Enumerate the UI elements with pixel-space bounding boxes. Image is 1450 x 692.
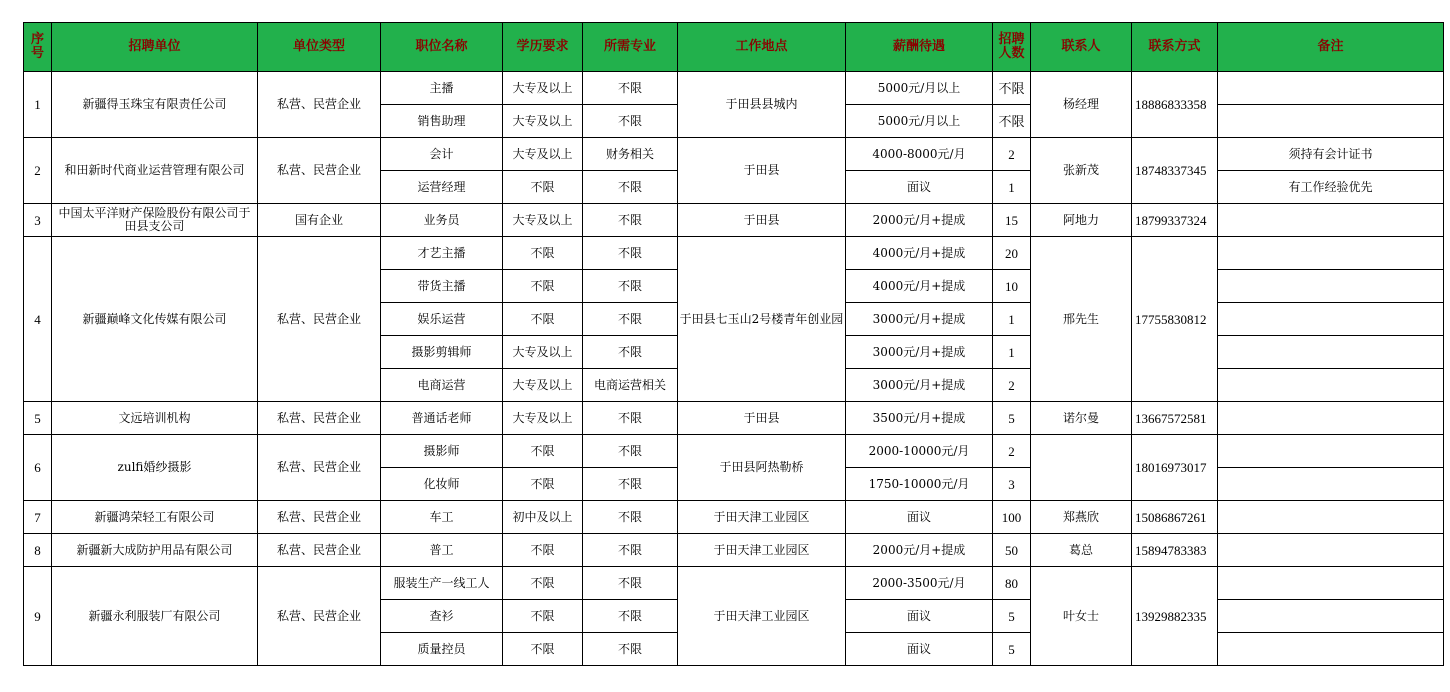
header-type: 单位类型 bbox=[258, 23, 381, 72]
cell-location: 于田县 bbox=[678, 138, 846, 204]
cell-location: 于田县 bbox=[678, 402, 846, 435]
recruitment-table bbox=[23, 22, 1444, 666]
cell-phone: 18748337345 bbox=[1132, 138, 1218, 204]
cell-education bbox=[503, 270, 583, 303]
cell-seq: 5 bbox=[24, 402, 52, 435]
cell-type: 私营、民营企业 bbox=[258, 567, 381, 666]
table-row bbox=[24, 534, 1444, 567]
header-count: 招聘人数 bbox=[993, 23, 1031, 72]
header-phone: 联系方式 bbox=[1132, 23, 1218, 72]
cell-note bbox=[1218, 204, 1444, 237]
cell-education-text: 不限 bbox=[530, 247, 555, 259]
cell-type: 私营、民营企业 bbox=[258, 501, 381, 534]
cell-major: 不限 bbox=[583, 468, 678, 501]
cell-position: 销售助理 bbox=[381, 105, 503, 138]
cell-contact: 张新茂 bbox=[1031, 138, 1132, 204]
cell-education-text: 大专及以上 bbox=[512, 379, 573, 391]
cell-phone: 13667572581 bbox=[1132, 402, 1218, 435]
cell-major: 财务相关 bbox=[583, 138, 678, 171]
cell-major: 电商运营相关 bbox=[583, 369, 678, 402]
cell-contact: 叶女士 bbox=[1031, 567, 1132, 666]
cell-major: 不限 bbox=[583, 204, 678, 237]
cell-salary: 2000元/月+提成 bbox=[846, 534, 993, 567]
cell-position: 质量控员 bbox=[381, 633, 503, 666]
cell-count: 不限 bbox=[993, 72, 1031, 105]
cell-salary: 2000-3500元/月 bbox=[846, 567, 993, 600]
cell-education-text: 大专及以上 bbox=[512, 148, 573, 160]
header-education: 学历要求 bbox=[503, 23, 583, 72]
cell-education-text: 初中及以上 bbox=[512, 511, 573, 523]
cell-contact: 阿地力 bbox=[1031, 204, 1132, 237]
cell-position: 摄影师 bbox=[381, 435, 503, 468]
cell-position: 会计 bbox=[381, 138, 503, 171]
cell-seq: 1 bbox=[24, 72, 52, 138]
cell-count: 100 bbox=[993, 501, 1031, 534]
cell-education bbox=[503, 105, 583, 138]
cell-education-text: 不限 bbox=[530, 280, 555, 292]
cell-note bbox=[1218, 369, 1444, 402]
header-row bbox=[24, 23, 1444, 72]
cell-education bbox=[503, 600, 583, 633]
cell-salary: 3000元/月+提成 bbox=[846, 303, 993, 336]
cell-note bbox=[1218, 534, 1444, 567]
table-body bbox=[24, 72, 1444, 666]
cell-major: 不限 bbox=[583, 270, 678, 303]
cell-seq: 4 bbox=[24, 237, 52, 402]
cell-company: 中国太平洋财产保险股份有限公司于田县支公司 bbox=[52, 204, 258, 237]
cell-education bbox=[503, 402, 583, 435]
cell-note: 须持有会计证书 bbox=[1218, 138, 1444, 171]
cell-major: 不限 bbox=[583, 105, 678, 138]
cell-position: 带货主播 bbox=[381, 270, 503, 303]
cell-salary: 面议 bbox=[846, 633, 993, 666]
cell-salary: 5000元/月以上 bbox=[846, 72, 993, 105]
cell-note: 有工作经验优先 bbox=[1218, 171, 1444, 204]
cell-salary: 4000元/月+提成 bbox=[846, 270, 993, 303]
cell-education bbox=[503, 336, 583, 369]
cell-count: 5 bbox=[993, 600, 1031, 633]
cell-education bbox=[503, 303, 583, 336]
cell-education bbox=[503, 534, 583, 567]
cell-salary: 5000元/月以上 bbox=[846, 105, 993, 138]
cell-location: 于田天津工业园区 bbox=[678, 501, 846, 534]
cell-education-text: 大专及以上 bbox=[512, 82, 573, 94]
cell-type: 国有企业 bbox=[258, 204, 381, 237]
cell-major: 不限 bbox=[583, 303, 678, 336]
cell-salary: 3000元/月+提成 bbox=[846, 336, 993, 369]
header-company: 招聘单位 bbox=[52, 23, 258, 72]
cell-major: 不限 bbox=[583, 501, 678, 534]
cell-count: 不限 bbox=[993, 105, 1031, 138]
cell-education-text: 大专及以上 bbox=[512, 115, 573, 127]
cell-count: 20 bbox=[993, 237, 1031, 270]
header-position: 职位名称 bbox=[381, 23, 503, 72]
cell-type: 私营、民营企业 bbox=[258, 138, 381, 204]
cell-major: 不限 bbox=[583, 534, 678, 567]
cell-location: 于田县阿热勒桥 bbox=[678, 435, 846, 501]
cell-position: 普通话老师 bbox=[381, 402, 503, 435]
cell-contact bbox=[1031, 435, 1132, 501]
cell-major: 不限 bbox=[583, 600, 678, 633]
cell-education bbox=[503, 468, 583, 501]
cell-type: 私营、民营企业 bbox=[258, 435, 381, 501]
cell-salary: 面议 bbox=[846, 501, 993, 534]
cell-count: 1 bbox=[993, 171, 1031, 204]
header-note: 备注 bbox=[1218, 23, 1444, 72]
table-row bbox=[24, 204, 1444, 237]
cell-phone: 18886833358 bbox=[1132, 72, 1218, 138]
cell-phone: 17755830812 bbox=[1132, 237, 1218, 402]
cell-position: 业务员 bbox=[381, 204, 503, 237]
cell-seq: 7 bbox=[24, 501, 52, 534]
cell-company: 文远培训机构 bbox=[52, 402, 258, 435]
cell-count: 2 bbox=[993, 369, 1031, 402]
cell-count: 10 bbox=[993, 270, 1031, 303]
cell-seq: 3 bbox=[24, 204, 52, 237]
cell-education bbox=[503, 633, 583, 666]
cell-contact: 葛总 bbox=[1031, 534, 1132, 567]
cell-education-text: 不限 bbox=[530, 313, 555, 325]
cell-salary: 2000元/月+提成 bbox=[846, 204, 993, 237]
cell-count: 2 bbox=[993, 138, 1031, 171]
header-major: 所需专业 bbox=[583, 23, 678, 72]
cell-seq: 9 bbox=[24, 567, 52, 666]
cell-location: 于田县七玉山2号楼青年创业园 bbox=[678, 237, 846, 402]
table-row bbox=[24, 501, 1444, 534]
cell-type: 私营、民营企业 bbox=[258, 72, 381, 138]
cell-education bbox=[503, 237, 583, 270]
cell-count: 5 bbox=[993, 402, 1031, 435]
cell-note bbox=[1218, 336, 1444, 369]
cell-education-text: 不限 bbox=[530, 610, 555, 622]
cell-education-text: 大专及以上 bbox=[512, 214, 573, 226]
cell-phone: 13929882335 bbox=[1132, 567, 1218, 666]
cell-count: 50 bbox=[993, 534, 1031, 567]
cell-position: 才艺主播 bbox=[381, 237, 503, 270]
table-row bbox=[24, 72, 1444, 105]
cell-major: 不限 bbox=[583, 336, 678, 369]
cell-education bbox=[503, 501, 583, 534]
cell-seq: 6 bbox=[24, 435, 52, 501]
cell-salary: 面议 bbox=[846, 171, 993, 204]
cell-education-text: 大专及以上 bbox=[512, 412, 573, 424]
cell-count: 1 bbox=[993, 336, 1031, 369]
cell-major: 不限 bbox=[583, 237, 678, 270]
cell-note bbox=[1218, 468, 1444, 501]
cell-note bbox=[1218, 501, 1444, 534]
cell-education bbox=[503, 72, 583, 105]
cell-seq: 8 bbox=[24, 534, 52, 567]
cell-contact: 诺尔曼 bbox=[1031, 402, 1132, 435]
table-row bbox=[24, 567, 1444, 600]
cell-position: 车工 bbox=[381, 501, 503, 534]
cell-seq: 2 bbox=[24, 138, 52, 204]
cell-company: 新疆得玉珠宝有限责任公司 bbox=[52, 72, 258, 138]
cell-note bbox=[1218, 567, 1444, 600]
cell-education bbox=[503, 369, 583, 402]
header-seq: 序号 bbox=[24, 23, 52, 72]
cell-count: 3 bbox=[993, 468, 1031, 501]
cell-position: 运营经理 bbox=[381, 171, 503, 204]
cell-note bbox=[1218, 270, 1444, 303]
cell-position: 服装生产一线工人 bbox=[381, 567, 503, 600]
cell-type: 私营、民营企业 bbox=[258, 237, 381, 402]
cell-note bbox=[1218, 402, 1444, 435]
cell-position: 电商运营 bbox=[381, 369, 503, 402]
cell-salary: 2000-10000元/月 bbox=[846, 435, 993, 468]
cell-note bbox=[1218, 633, 1444, 666]
cell-count: 2 bbox=[993, 435, 1031, 468]
cell-count: 1 bbox=[993, 303, 1031, 336]
cell-major: 不限 bbox=[583, 72, 678, 105]
cell-contact: 杨经理 bbox=[1031, 72, 1132, 138]
header-salary: 薪酬待遇 bbox=[846, 23, 993, 72]
cell-count: 80 bbox=[993, 567, 1031, 600]
table-row bbox=[24, 138, 1444, 171]
cell-contact: 邢先生 bbox=[1031, 237, 1132, 402]
cell-salary: 3500元/月+提成 bbox=[846, 402, 993, 435]
cell-company: 新疆鸿荣轻工有限公司 bbox=[52, 501, 258, 534]
cell-phone: 15894783383 bbox=[1132, 534, 1218, 567]
cell-phone: 18799337324 bbox=[1132, 204, 1218, 237]
table-row bbox=[24, 402, 1444, 435]
cell-position: 普工 bbox=[381, 534, 503, 567]
cell-education-text: 不限 bbox=[530, 478, 555, 490]
header-location: 工作地点 bbox=[678, 23, 846, 72]
cell-education-text: 不限 bbox=[530, 181, 555, 193]
cell-type: 私营、民营企业 bbox=[258, 534, 381, 567]
cell-education bbox=[503, 435, 583, 468]
cell-note bbox=[1218, 600, 1444, 633]
cell-salary: 4000-8000元/月 bbox=[846, 138, 993, 171]
cell-education bbox=[503, 138, 583, 171]
cell-major: 不限 bbox=[583, 402, 678, 435]
table-row bbox=[24, 435, 1444, 468]
cell-education bbox=[503, 204, 583, 237]
cell-major: 不限 bbox=[583, 633, 678, 666]
cell-note bbox=[1218, 303, 1444, 336]
cell-education-text: 不限 bbox=[530, 544, 555, 556]
cell-company: 和田新时代商业运营管理有限公司 bbox=[52, 138, 258, 204]
cell-company: zulfi婚纱摄影 bbox=[52, 435, 258, 501]
cell-position: 查衫 bbox=[381, 600, 503, 633]
cell-phone: 15086867261 bbox=[1132, 501, 1218, 534]
cell-company: 新疆新大成防护用品有限公司 bbox=[52, 534, 258, 567]
cell-phone: 18016973017 bbox=[1132, 435, 1218, 501]
cell-company: 新疆永利服装厂有限公司 bbox=[52, 567, 258, 666]
cell-location: 于田天津工业园区 bbox=[678, 534, 846, 567]
cell-type: 私营、民营企业 bbox=[258, 402, 381, 435]
cell-major: 不限 bbox=[583, 435, 678, 468]
cell-note bbox=[1218, 72, 1444, 105]
cell-note bbox=[1218, 237, 1444, 270]
cell-education-text: 不限 bbox=[530, 577, 555, 589]
cell-education-text: 不限 bbox=[530, 643, 555, 655]
cell-location: 于田县 bbox=[678, 204, 846, 237]
cell-location: 于田县县城内 bbox=[678, 72, 846, 138]
cell-salary: 面议 bbox=[846, 600, 993, 633]
header-contact: 联系人 bbox=[1031, 23, 1132, 72]
cell-position: 化妆师 bbox=[381, 468, 503, 501]
cell-count: 15 bbox=[993, 204, 1031, 237]
cell-position: 摄影剪辑师 bbox=[381, 336, 503, 369]
cell-note bbox=[1218, 435, 1444, 468]
cell-education bbox=[503, 567, 583, 600]
cell-major: 不限 bbox=[583, 171, 678, 204]
cell-education-text: 不限 bbox=[530, 445, 555, 457]
cell-note bbox=[1218, 105, 1444, 138]
cell-salary: 1750-10000元/月 bbox=[846, 468, 993, 501]
table-row bbox=[24, 237, 1444, 270]
cell-salary: 3000元/月+提成 bbox=[846, 369, 993, 402]
cell-contact: 郑燕欣 bbox=[1031, 501, 1132, 534]
cell-salary: 4000元/月+提成 bbox=[846, 237, 993, 270]
cell-education bbox=[503, 171, 583, 204]
cell-position: 主播 bbox=[381, 72, 503, 105]
cell-count: 5 bbox=[993, 633, 1031, 666]
cell-location: 于田天津工业园区 bbox=[678, 567, 846, 666]
cell-major: 不限 bbox=[583, 567, 678, 600]
cell-position: 娱乐运营 bbox=[381, 303, 503, 336]
cell-education-text: 大专及以上 bbox=[512, 346, 573, 358]
cell-company: 新疆巅峰文化传媒有限公司 bbox=[52, 237, 258, 402]
